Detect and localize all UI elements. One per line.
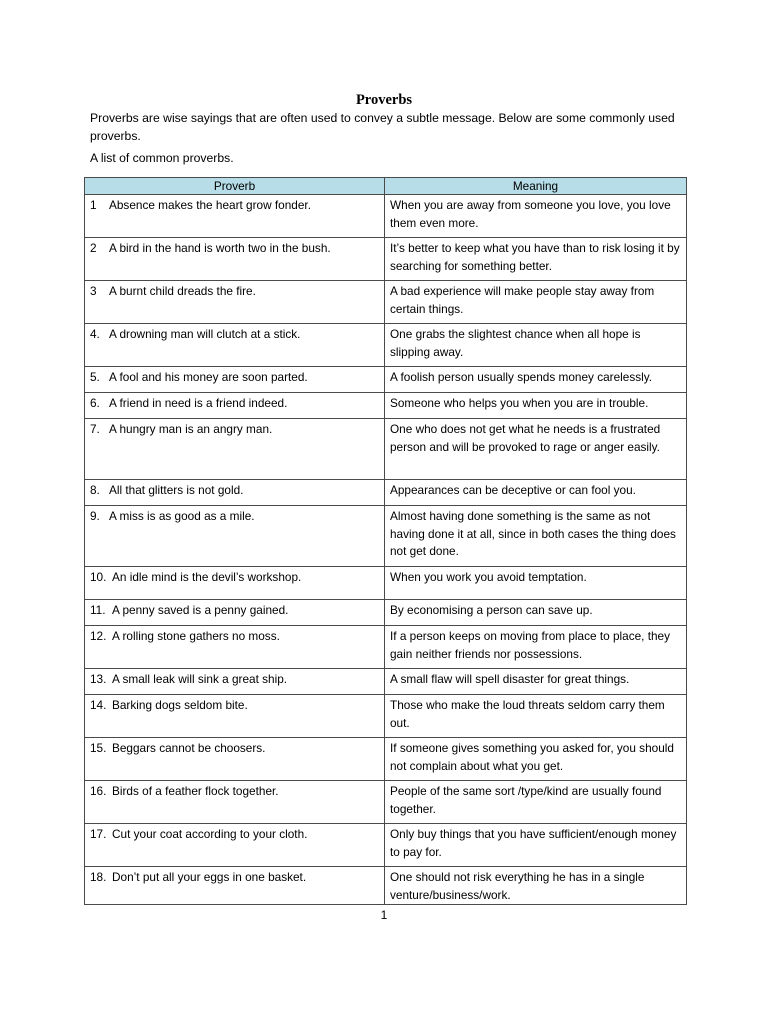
proverb-cell bbox=[85, 867, 385, 905]
header-meaning: Meaning bbox=[385, 178, 687, 195]
meaning-cell: People of the same sort /type/kind are usually found together. bbox=[385, 781, 687, 824]
proverb-text: Cut your coat according to your cloth. bbox=[112, 827, 308, 841]
page-title: Proverbs bbox=[355, 92, 413, 108]
proverb-text: A small leak will sink a great ship. bbox=[112, 672, 288, 686]
proverb-number: 2 bbox=[90, 241, 97, 255]
meaning-cell: When you work you avoid temptation. bbox=[385, 567, 687, 600]
table-row bbox=[85, 867, 687, 905]
table-row bbox=[85, 238, 687, 281]
proverb-cell bbox=[85, 281, 385, 324]
proverb-number: 14. bbox=[90, 698, 107, 712]
proverb-cell bbox=[85, 567, 385, 600]
proverb-number: 13. bbox=[90, 672, 107, 686]
proverb-cell bbox=[85, 506, 385, 567]
proverb-text: A friend in need is a friend indeed. bbox=[109, 396, 288, 410]
table-row bbox=[85, 669, 687, 695]
meaning-cell: One should not risk everything he has in a single venture/business/work. bbox=[385, 867, 687, 905]
meaning-cell: Appearances can be deceptive or can fool you. bbox=[385, 480, 687, 506]
proverb-cell bbox=[85, 419, 385, 480]
table-row bbox=[85, 600, 687, 626]
proverb-number: 18. bbox=[90, 870, 107, 884]
proverb-number: 17. bbox=[90, 827, 107, 841]
meaning-cell: One grabs the slightest chance when all hope is slipping away. bbox=[385, 324, 687, 367]
table-row bbox=[85, 738, 687, 781]
proverb-cell bbox=[85, 324, 385, 367]
proverb-cell bbox=[85, 669, 385, 695]
table-row bbox=[85, 824, 687, 867]
proverb-cell bbox=[85, 393, 385, 419]
proverb-cell bbox=[85, 626, 385, 669]
proverb-cell bbox=[85, 195, 385, 238]
proverb-text: A drowning man will clutch at a stick. bbox=[109, 327, 301, 341]
meaning-cell: If a person keeps on moving from place to place, they gain neither friends nor possessions. bbox=[385, 626, 687, 669]
meaning-cell: Only buy things that you have sufficient/enough money to pay for. bbox=[385, 824, 687, 867]
table-row bbox=[85, 506, 687, 567]
proverb-text: A bird in the hand is worth two in the bush. bbox=[109, 241, 331, 255]
meaning-cell: A foolish person usually spends money carelessly. bbox=[385, 367, 687, 393]
proverb-text: Birds of a feather flock together. bbox=[112, 784, 279, 798]
meaning-cell: A small flaw will spell disaster for great things. bbox=[385, 669, 687, 695]
list-heading: A list of common proverbs. bbox=[90, 151, 234, 165]
proverb-text: Don’t put all your eggs in one basket. bbox=[112, 870, 307, 884]
proverb-text: Barking dogs seldom bite. bbox=[112, 698, 248, 712]
proverb-text: All that glitters is not gold. bbox=[109, 483, 244, 497]
proverb-number: 5. bbox=[90, 370, 100, 384]
proverb-number: 7. bbox=[90, 422, 100, 436]
proverb-text: An idle mind is the devil’s workshop. bbox=[112, 570, 302, 584]
table-row bbox=[85, 281, 687, 324]
proverbs-table bbox=[84, 177, 687, 905]
table-row bbox=[85, 195, 687, 238]
table-row bbox=[85, 626, 687, 669]
proverb-number: 15. bbox=[90, 741, 107, 755]
meaning-cell: Those who make the loud threats seldom carry them out. bbox=[385, 695, 687, 738]
proverb-number: 9. bbox=[90, 509, 100, 523]
table-row bbox=[85, 419, 687, 480]
table-row bbox=[85, 781, 687, 824]
meaning-cell: Almost having done something is the same as not having done it at all, since in both cases the thing does not get done. bbox=[385, 506, 687, 567]
table-row bbox=[85, 367, 687, 393]
intro-paragraph: Proverbs are wise sayings that are often used to convey a subtle message. Below are some commonly used proverbs. bbox=[90, 111, 675, 143]
proverb-cell bbox=[85, 480, 385, 506]
table-row bbox=[85, 393, 687, 419]
proverb-number: 12. bbox=[90, 629, 107, 643]
table-header-row bbox=[85, 178, 687, 195]
proverb-number: 1 bbox=[90, 198, 97, 212]
proverb-number: 10. bbox=[90, 570, 107, 584]
proverb-cell bbox=[85, 824, 385, 867]
table-row bbox=[85, 324, 687, 367]
proverb-cell bbox=[85, 738, 385, 781]
proverb-text: A hungry man is an angry man. bbox=[109, 422, 273, 436]
proverb-number: 3 bbox=[90, 284, 97, 298]
proverb-text: A miss is as good as a mile. bbox=[109, 509, 255, 523]
proverb-cell bbox=[85, 781, 385, 824]
proverb-text: Absence makes the heart grow fonder. bbox=[109, 198, 311, 212]
proverb-number: 8. bbox=[90, 483, 100, 497]
proverb-text: A fool and his money are soon parted. bbox=[109, 370, 308, 384]
meaning-cell: By economising a person can save up. bbox=[385, 600, 687, 626]
proverb-number: 16. bbox=[90, 784, 107, 798]
meaning-cell: It’s better to keep what you have than to risk losing it by searching for something better. bbox=[385, 238, 687, 281]
proverb-number: 11. bbox=[90, 603, 106, 617]
meaning-cell: A bad experience will make people stay away from certain things. bbox=[385, 281, 687, 324]
proverb-cell bbox=[85, 695, 385, 738]
page-number: 1 bbox=[380, 908, 388, 922]
table-row bbox=[85, 567, 687, 600]
table-row bbox=[85, 480, 687, 506]
table-row bbox=[85, 695, 687, 738]
meaning-cell: If someone gives something you asked for, you should not complain about what you get. bbox=[385, 738, 687, 781]
meaning-cell: When you are away from someone you love, you love them even more. bbox=[385, 195, 687, 238]
proverb-text: A penny saved is a penny gained. bbox=[112, 603, 289, 617]
proverb-cell bbox=[85, 367, 385, 393]
proverb-text: Beggars cannot be choosers. bbox=[112, 741, 266, 755]
proverb-cell bbox=[85, 600, 385, 626]
meaning-cell: One who does not get what he needs is a frustrated person and will be provoked to rage or anger easily. bbox=[385, 419, 687, 480]
table-body bbox=[85, 195, 687, 905]
meaning-cell: Someone who helps you when you are in trouble. bbox=[385, 393, 687, 419]
header-proverb: Proverb bbox=[85, 178, 385, 195]
proverb-text: A burnt child dreads the fire. bbox=[109, 284, 256, 298]
proverb-text: A rolling stone gathers no moss. bbox=[112, 629, 280, 643]
proverb-number: 6. bbox=[90, 396, 100, 410]
proverb-cell bbox=[85, 238, 385, 281]
proverb-number: 4. bbox=[90, 327, 100, 341]
